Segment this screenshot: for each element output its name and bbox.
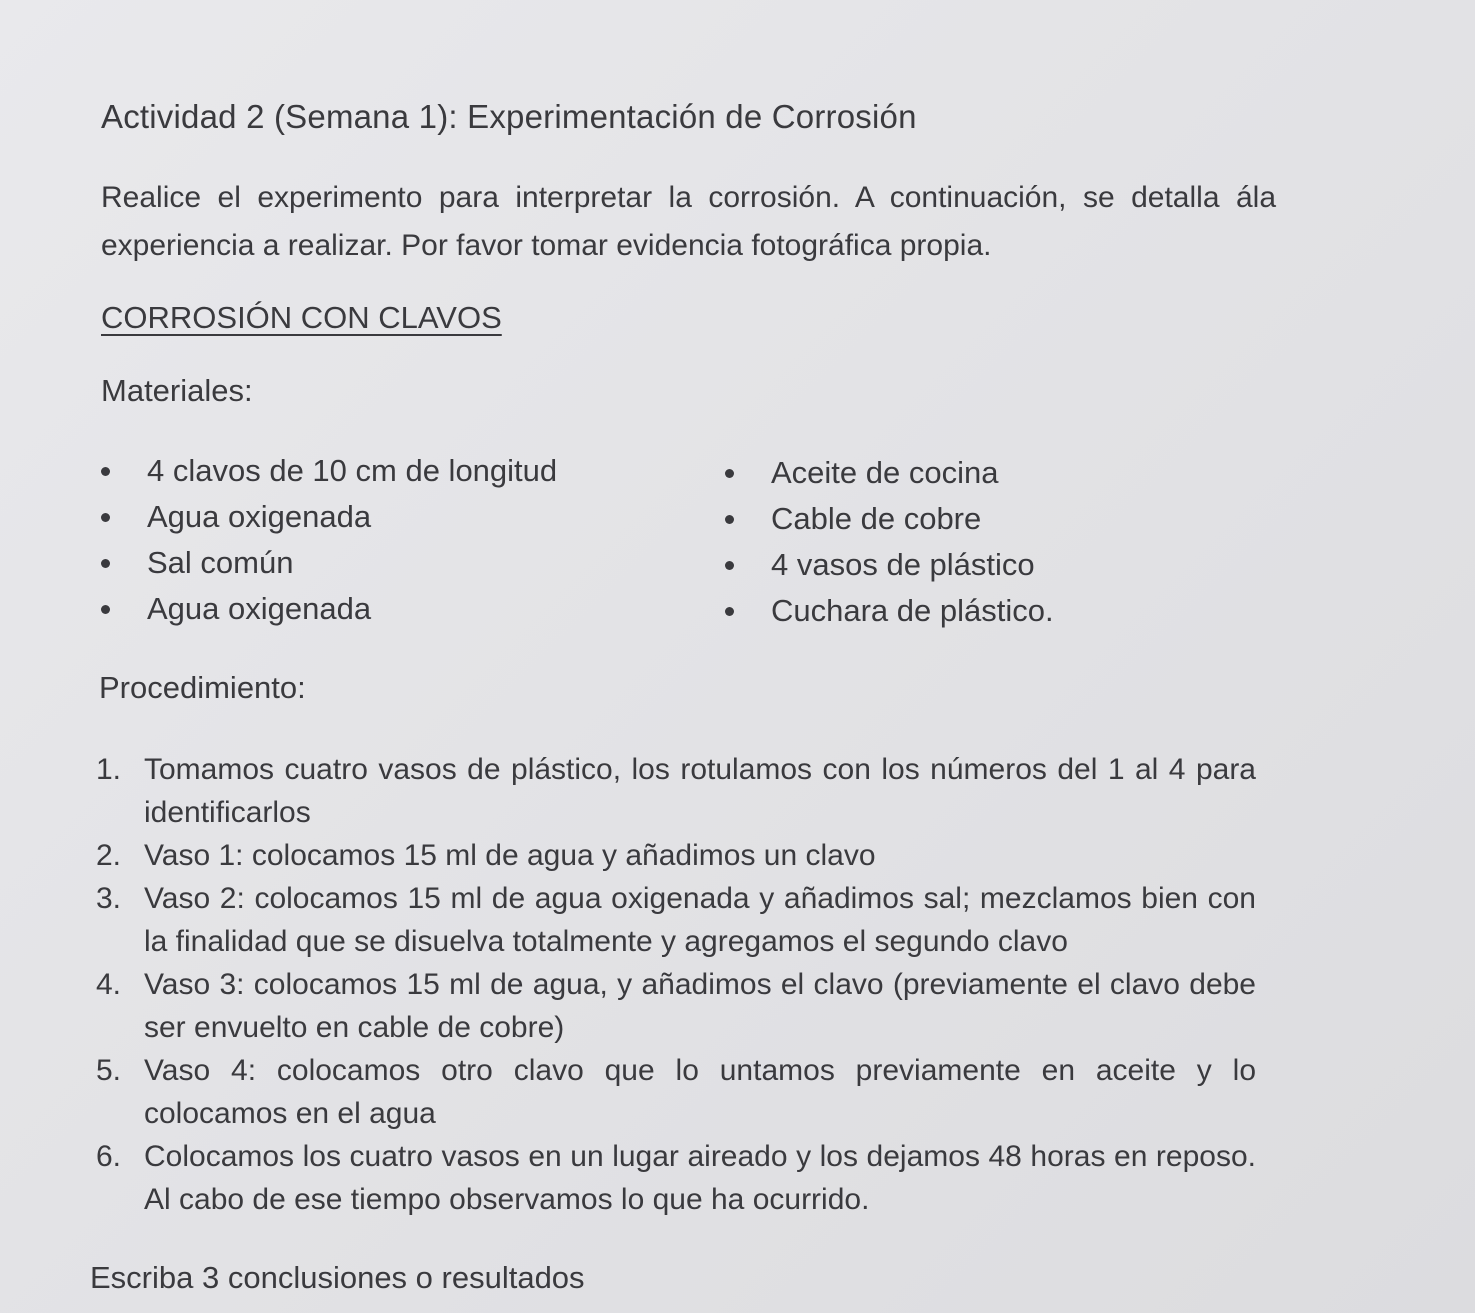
materials-list-left bbox=[101, 452, 557, 636]
procedure-step bbox=[96, 963, 1256, 1049]
intro-paragraph: Realice el experimento para interpretar la corrosión. A continuación, se detalla ála experiencia a realizar. Por favor tomar evidencia fotográfica propia. bbox=[101, 181, 1276, 262]
material-item bbox=[725, 546, 1054, 592]
step-number: 6. bbox=[96, 1140, 122, 1173]
bullet-icon bbox=[725, 469, 734, 478]
material-text: 4 clavos de 10 cm de longitud bbox=[147, 453, 558, 488]
material-text: Agua oxigenada bbox=[147, 499, 372, 534]
material-text: Cuchara de plástico. bbox=[771, 593, 1054, 628]
procedure-step bbox=[96, 834, 1256, 877]
bullet-icon bbox=[725, 515, 734, 524]
material-item bbox=[101, 590, 557, 636]
step-number: 2. bbox=[96, 839, 122, 872]
step-text: Vaso 1: colocamos 15 ml de agua y añadimos un clavo bbox=[144, 839, 876, 872]
procedure-step bbox=[96, 1049, 1256, 1135]
procedure-step bbox=[96, 748, 1256, 834]
bullet-icon bbox=[725, 561, 734, 570]
materials-label: Materiales: bbox=[101, 373, 253, 408]
bullet-icon bbox=[101, 605, 110, 614]
bullet-icon bbox=[101, 513, 110, 522]
material-text: Agua oxigenada bbox=[147, 591, 372, 626]
step-text: Tomamos cuatro vasos de plástico, los rotulamos con los números del 1 al 4 para identificarlos bbox=[144, 753, 1256, 829]
section-heading: CORROSIÓN CON CLAVOS bbox=[101, 300, 502, 335]
material-item bbox=[725, 500, 1054, 546]
material-text: 4 vasos de plástico bbox=[771, 547, 1035, 582]
step-text: Colocamos los cuatro vasos en un lugar aireado y los dejamos 48 horas en reposo. Al cabo de ese tiempo observamos lo que ha ocurrido. bbox=[144, 1140, 1256, 1216]
bullet-icon bbox=[725, 607, 734, 616]
material-item bbox=[725, 592, 1054, 638]
step-number: 1. bbox=[96, 753, 122, 786]
procedure-step bbox=[96, 1135, 1256, 1221]
material-item bbox=[725, 454, 1054, 500]
material-text: Aceite de cocina bbox=[771, 455, 999, 490]
step-text: Vaso 3: colocamos 15 ml de agua, y añadimos el clavo (previamente el clavo debe ser envuelto en cable de cobre) bbox=[144, 968, 1256, 1044]
step-text: Vaso 2: colocamos 15 ml de agua oxigenada y añadimos sal; mezclamos bien con la finalidad que se disuelva totalmente y agregamos el segundo clavo bbox=[144, 882, 1256, 958]
procedure-step bbox=[96, 877, 1256, 963]
material-item bbox=[101, 498, 557, 544]
bullet-icon bbox=[101, 559, 110, 568]
materials-list-right bbox=[725, 454, 1054, 638]
procedure-steps bbox=[96, 748, 1256, 1221]
material-item bbox=[101, 452, 557, 498]
bullet-icon bbox=[101, 467, 110, 476]
material-text: Cable de cobre bbox=[771, 501, 982, 536]
step-number: 5. bbox=[96, 1054, 122, 1087]
material-item bbox=[101, 544, 557, 590]
procedure-label: Procedimiento: bbox=[99, 670, 306, 705]
step-number: 3. bbox=[96, 882, 122, 915]
step-text: Vaso 4: colocamos otro clavo que lo untamos previamente en aceite y lo colocamos en el agua bbox=[144, 1054, 1256, 1130]
step-number: 4. bbox=[96, 968, 122, 1001]
conclusions-prompt: Escriba 3 conclusiones o resultados bbox=[90, 1260, 585, 1295]
document-title: Actividad 2 (Semana 1): Experimentación de Corrosión bbox=[101, 98, 917, 135]
material-text: Sal común bbox=[147, 545, 294, 580]
